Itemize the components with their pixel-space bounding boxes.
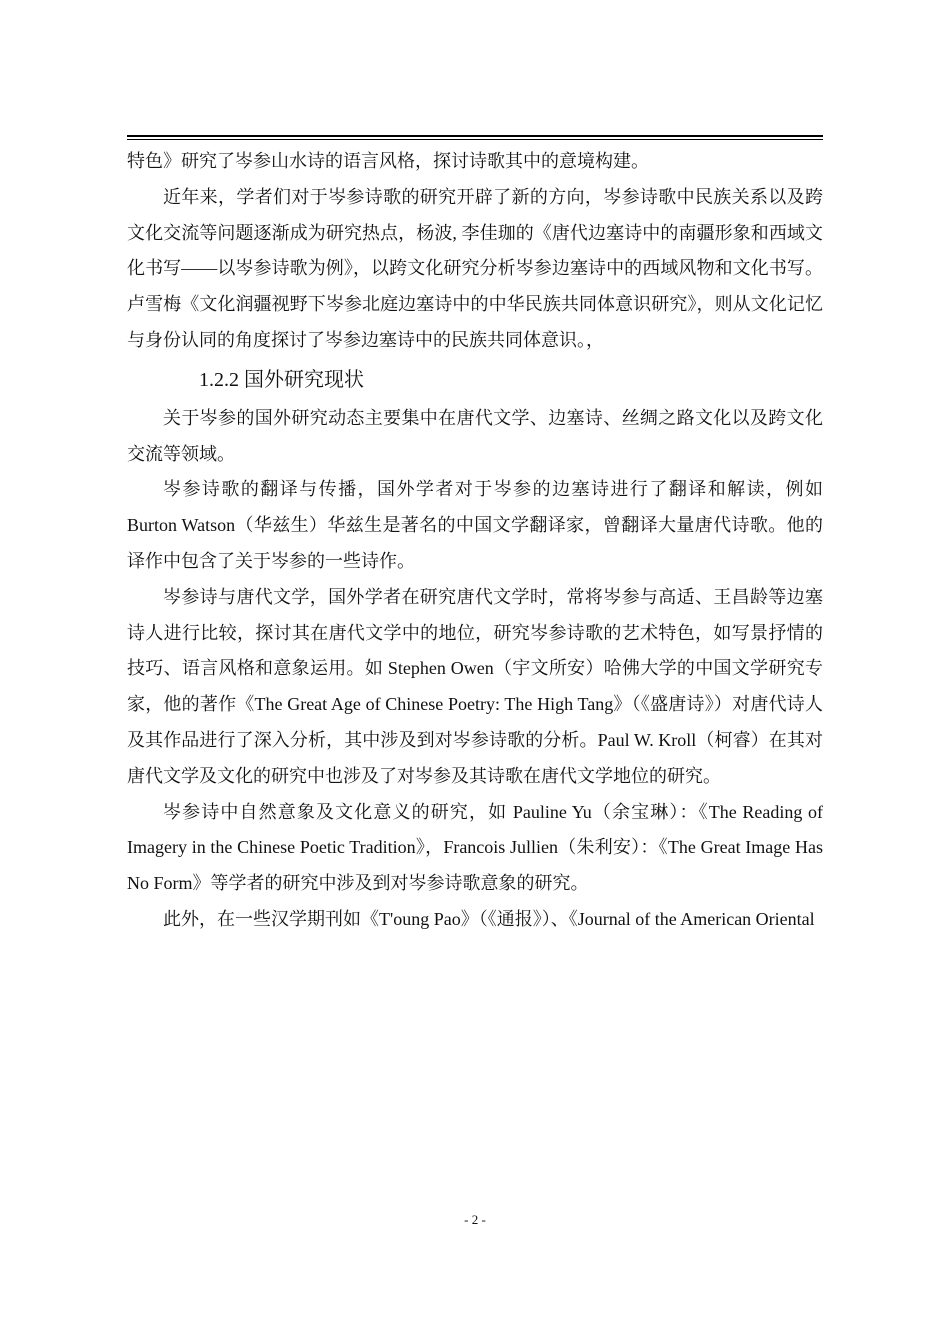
section-heading: 1.2.2 国外研究现状 [199, 368, 364, 391]
paragraph: 岑参诗歌的翻译与传播，国外学者对于岑参的边塞诗进行了翻译和解读，例如Burton Watson（华兹生）华兹生是著名的中国文学翻译家，曾翻译大量唐代诗歌。他的译作中包含了关于岑参的一些诗作。 [127, 479, 823, 571]
paragraph: 关于岑参的国外研究动态主要集中在唐代文学、边塞诗、丝绸之路文化以及跨文化交流等领域。 [127, 407, 823, 464]
paragraph: 岑参诗与唐代文学，国外学者在研究唐代文学时，常将岑参与高适、王昌龄等边塞诗人进行比较，探讨其在唐代文学中的地位，研究岑参诗歌的艺术特色，如写景抒情的技巧、语言风格和意象运用。如 Stephen Owen（宇文所安）哈佛大学的中国文学研究专家，他的著作《The Great Age of Chinese Poetry: The High Tang》（《盛唐诗》）对唐代诗人及其作品进行了深入分析，其中涉及到对岑参诗歌的分析。Paul W. Kroll（柯睿）在其对唐代文学及文化的研究中也涉及了对岑参及其诗歌在唐代文学地位的研究。 [127, 586, 823, 786]
page-number: - 2 - [464, 1212, 486, 1227]
body-text [127, 144, 823, 938]
paragraph: 特色》研究了岑参山水诗的语言风格，探讨诗歌其中的意境构建。 [127, 151, 649, 171]
paragraph: 近年来，学者们对于岑参诗歌的研究开辟了新的方向，岑参诗歌中民族关系以及跨文化交流等问题逐渐成为研究热点，杨波, 李佳珈的《唐代边塞诗中的南疆形象和西域文化书写——以岑参诗歌为例》，以跨文化研究分析岑参边塞诗中的西域风物和文化书写。卢雪梅《文化润疆视野下岑参北庭边塞诗中的中华民族共同体意识研究》，则从文化记忆与身份认同的角度探讨了岑参边塞诗中的民族共同体意识。， [127, 186, 823, 350]
header-rule-thin [127, 139, 823, 140]
paragraph: 岑参诗中自然意象及文化意义的研究，如 Pauline Yu（余宝琳）：《The Reading of Imagery in the Chinese Poetic Tradition》，Francois Jullien（朱利安）：《The Great Image Has No Form》等学者的研究中涉及到对岑参诗歌意象的研究。 [127, 801, 823, 894]
paragraph: 此外，在一些汉学期刊如《T'oung Pao》（《通报》）、《Journal of the American Oriental [163, 908, 815, 929]
header-rule-thick [127, 135, 823, 137]
